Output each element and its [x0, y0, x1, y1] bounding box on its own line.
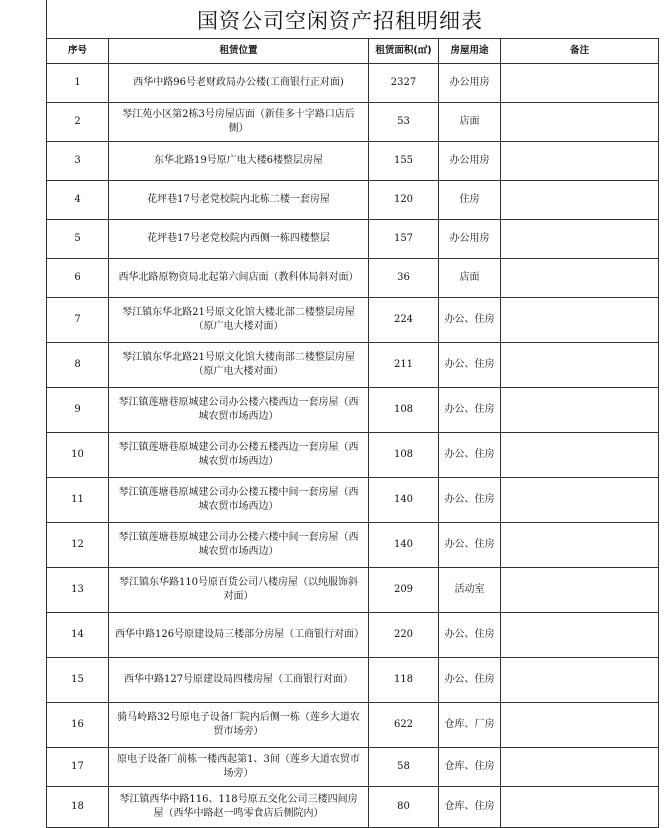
table-row [47, 259, 659, 298]
cell-no: 5 [47, 220, 109, 259]
table-row [47, 181, 659, 220]
cell-remark [501, 523, 659, 568]
table-row [47, 298, 659, 343]
table-row [47, 787, 659, 828]
cell-area: 157 [369, 220, 439, 259]
header-remark: 备注 [501, 39, 659, 64]
cell-usage: 仓库、厂房 [439, 703, 501, 748]
cell-area: 140 [369, 523, 439, 568]
table-row [47, 220, 659, 259]
cell-no: 15 [47, 658, 109, 703]
table-row [47, 103, 659, 142]
cell-remark [501, 343, 659, 388]
cell-no: 4 [47, 181, 109, 220]
cell-location: 花坪巷17号老党校院内西侧一栋四楼整层 [109, 220, 369, 259]
cell-location: 原电子设备厂前栋一楼西起第1、3间（莲乡大道农贸市场旁） [109, 748, 369, 787]
cell-remark [501, 388, 659, 433]
cell-area: 224 [369, 298, 439, 343]
table-row [47, 343, 659, 388]
cell-usage: 办公、住房 [439, 433, 501, 478]
cell-area: 80 [369, 787, 439, 828]
cell-usage: 办公、住房 [439, 613, 501, 658]
cell-location: 琴江镇莲塘巷原城建公司办公楼六楼西边一套房屋（西城农贸市场西边） [109, 388, 369, 433]
cell-location: 琴江镇莲塘巷原城建公司办公楼五楼西边一套房屋（西城农贸市场西边） [109, 433, 369, 478]
cell-location: 琴江镇东华路110号原百货公司八楼房屋（以纯服饰斜对面） [109, 568, 369, 613]
cell-usage: 活动室 [439, 568, 501, 613]
cell-location: 西华中路126号原建设局三楼部分房屋（工商银行对面） [109, 613, 369, 658]
table-row [47, 142, 659, 181]
cell-remark [501, 259, 659, 298]
cell-remark [501, 433, 659, 478]
cell-location: 琴江镇东华北路21号原文化馆大楼北部二楼整层房屋（原广电大楼对面） [109, 298, 369, 343]
cell-no: 16 [47, 703, 109, 748]
cell-location: 东华北路19号原广电大楼6楼整层房屋 [109, 142, 369, 181]
cell-usage: 店面 [439, 103, 501, 142]
table-row [47, 388, 659, 433]
cell-usage: 办公、住房 [439, 298, 501, 343]
table-row [47, 523, 659, 568]
header-no: 序号 [47, 39, 109, 64]
cell-remark [501, 568, 659, 613]
cell-no: 2 [47, 103, 109, 142]
cell-area: 108 [369, 388, 439, 433]
cell-usage: 办公用房 [439, 142, 501, 181]
cell-no: 7 [47, 298, 109, 343]
cell-location: 琴江苑小区第2栋3号房屋店面（新佳多十字路口店后侧） [109, 103, 369, 142]
cell-remark [501, 298, 659, 343]
cell-usage: 办公用房 [439, 220, 501, 259]
cell-no: 3 [47, 142, 109, 181]
cell-no: 13 [47, 568, 109, 613]
cell-area: 155 [369, 142, 439, 181]
cell-usage: 办公、住房 [439, 388, 501, 433]
cell-area: 118 [369, 658, 439, 703]
cell-location: 西华北路原物资局北起第六间店面（教科体局斜对面） [109, 259, 369, 298]
cell-remark [501, 703, 659, 748]
cell-usage: 仓库、住房 [439, 787, 501, 828]
cell-usage: 办公用房 [439, 64, 501, 103]
table-header-row [47, 39, 659, 64]
cell-area: 36 [369, 259, 439, 298]
cell-usage: 办公、住房 [439, 523, 501, 568]
cell-location: 西华中路127号原建设局四楼房屋（工商银行对面） [109, 658, 369, 703]
cell-location: 骑马岭路32号原电子设备厂院内后侧一栋（莲乡大道农贸市场旁） [109, 703, 369, 748]
header-usage: 房屋用途 [439, 39, 501, 64]
cell-remark [501, 787, 659, 828]
table-row [47, 568, 659, 613]
table-row [47, 433, 659, 478]
cell-usage: 店面 [439, 259, 501, 298]
table-row [47, 703, 659, 748]
cell-location: 花坪巷17号老党校院内北栋二楼一套房屋 [109, 181, 369, 220]
header-area: 租赁面积(㎡) [369, 39, 439, 64]
cell-location: 琴江镇莲塘巷原城建公司办公楼五楼中间一套房屋（西城农贸市场西边） [109, 478, 369, 523]
cell-remark [501, 478, 659, 523]
cell-area: 53 [369, 103, 439, 142]
cell-remark [501, 613, 659, 658]
cell-area: 108 [369, 433, 439, 478]
cell-no: 18 [47, 787, 109, 828]
cell-location: 琴江镇莲塘巷原城建公司办公楼六楼中间一套房屋（西城农贸市场西边） [109, 523, 369, 568]
asset-table [46, 38, 659, 828]
cell-remark [501, 142, 659, 181]
cell-usage: 办公、住房 [439, 658, 501, 703]
table-row [47, 64, 659, 103]
table-row [47, 613, 659, 658]
cell-area: 58 [369, 748, 439, 787]
cell-remark [501, 220, 659, 259]
cell-no: 10 [47, 433, 109, 478]
cell-no: 17 [47, 748, 109, 787]
table-row [47, 748, 659, 787]
cell-remark [501, 748, 659, 787]
cell-area: 140 [369, 478, 439, 523]
cell-usage: 仓库、住房 [439, 748, 501, 787]
cell-location: 琴江镇东华北路21号原文化馆大楼南部二楼整层房屋（原广电大楼对面） [109, 343, 369, 388]
cell-area: 2327 [369, 64, 439, 103]
cell-area: 211 [369, 343, 439, 388]
table-body [47, 64, 659, 828]
table-row [47, 658, 659, 703]
cell-area: 209 [369, 568, 439, 613]
page-title: 国资公司空闲资产招租明细表 [197, 9, 483, 33]
cell-remark [501, 103, 659, 142]
header-location: 租赁位置 [109, 39, 369, 64]
cell-no: 6 [47, 259, 109, 298]
cell-location: 西华中路96号老财政局办公楼(工商银行正对面) [109, 64, 369, 103]
cell-no: 14 [47, 613, 109, 658]
cell-location: 琴江镇西华中路116、118号原五交化公司三楼四间房屋（西华中路赵一鸣零食店后侧院内） [109, 787, 369, 828]
cell-no: 1 [47, 64, 109, 103]
cell-usage: 住房 [439, 181, 501, 220]
cell-no: 11 [47, 478, 109, 523]
cell-area: 120 [369, 181, 439, 220]
cell-area: 220 [369, 613, 439, 658]
cell-no: 8 [47, 343, 109, 388]
cell-remark [501, 64, 659, 103]
table-row [47, 478, 659, 523]
cell-remark [501, 181, 659, 220]
cell-usage: 办公、住房 [439, 478, 501, 523]
cell-usage: 办公、住房 [439, 343, 501, 388]
cell-remark [501, 658, 659, 703]
cell-no: 12 [47, 523, 109, 568]
left-border-line [46, 0, 47, 38]
cell-area: 622 [369, 703, 439, 748]
cell-no: 9 [47, 388, 109, 433]
